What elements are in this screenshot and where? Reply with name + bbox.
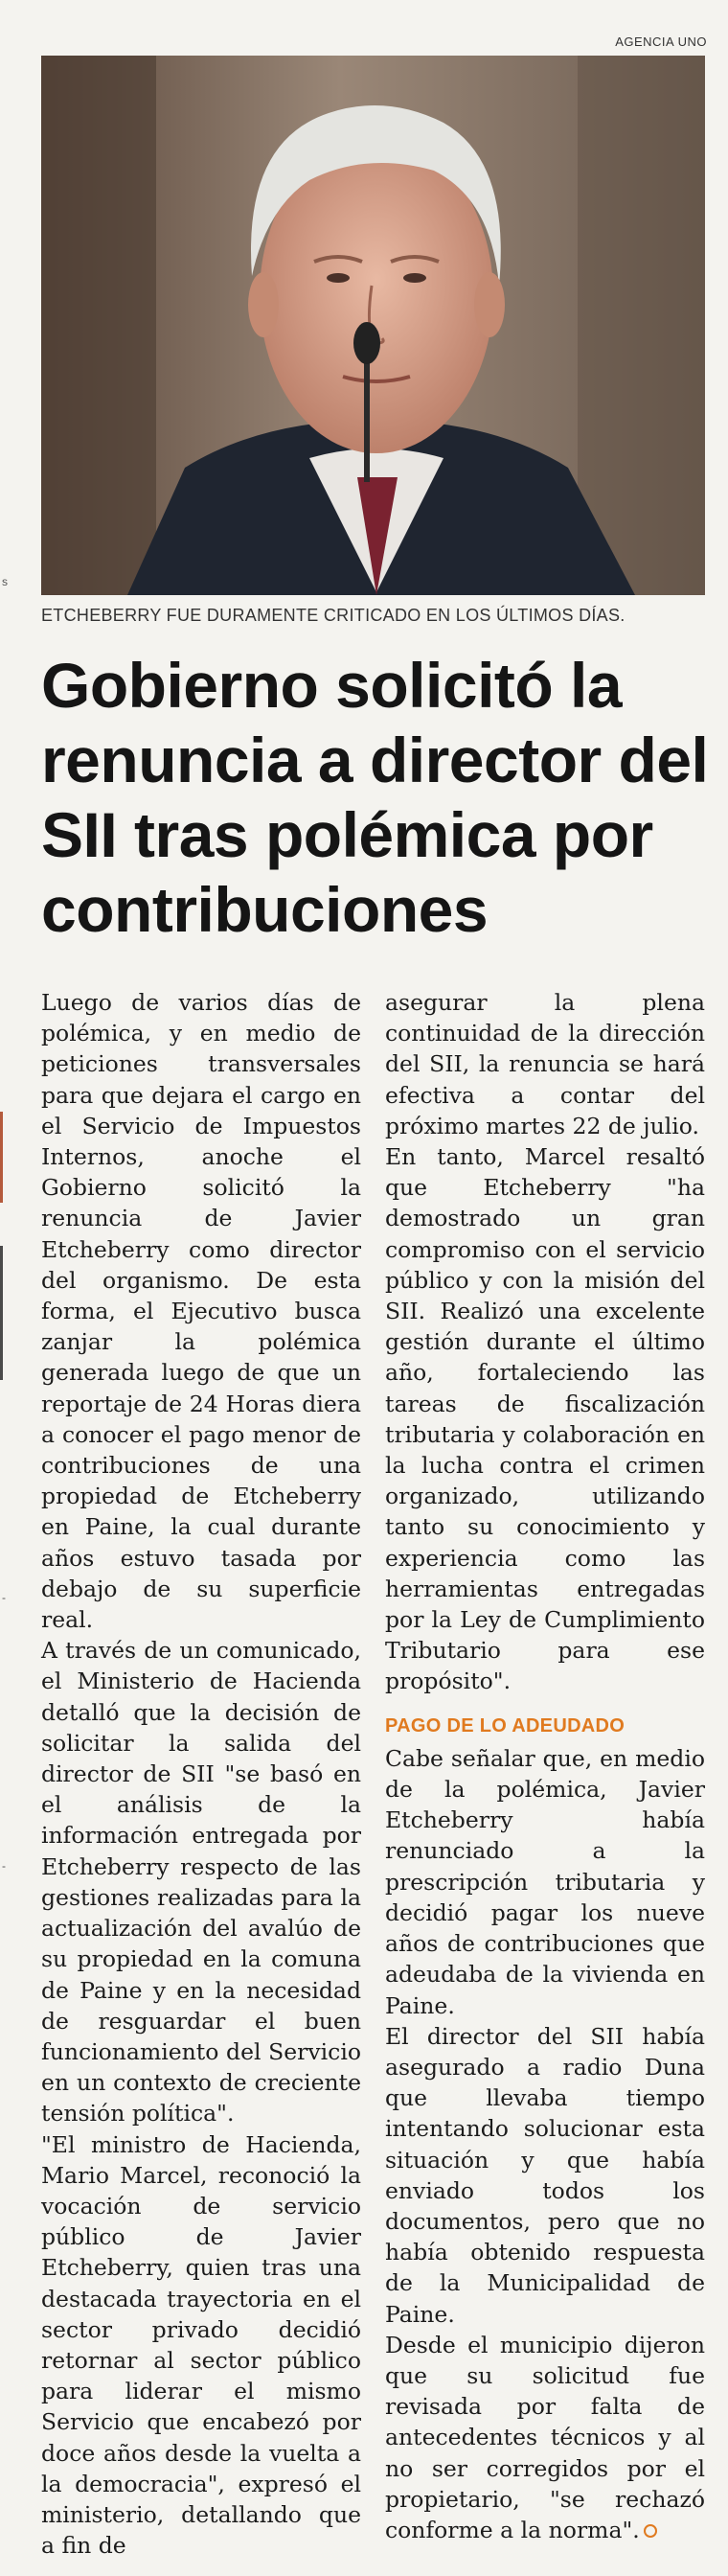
headline: Gobierno solicitó la renuncia a director del SII tras polémica por contribuciones xyxy=(41,650,709,945)
news-photo xyxy=(41,56,705,595)
photo-caption: ETCHEBERRY FUE DURAMENTE CRITICADO EN LOS ÚLTIMOS DÍAS. xyxy=(41,606,626,625)
strip-fragment: - xyxy=(2,1591,6,1604)
paragraph: A través de un comunicado, el Ministerio de Hacienda detalló que la decisión de solicitar la salida del director de SII "se basó en el análisis de la información entregada por Etcheberry respecto de las gestiones realizadas para la actualización del avalúo de su propiedad en la comuna de Paine y en la necesidad de resguardar el buen funcionamiento del Servicio en un contexto de creciente tensión política". xyxy=(41,1637,361,2128)
paragraph: Luego de varios días de polémica, y en medio de peticiones transversales para que dejara el cargo en el Servicio de Impuestos Internos, anoche el Gobierno solicitó la renuncia de Javier Etcheberry como director del organismo. De esta forma, el Ejecutivo busca zanjar la polémica generada luego de que un reportaje de 24 Horas diera a conocer el pago menor de contribuciones de una propiedad de Etcheberry en Paine, la cual durante años estuvo tasada por debajo de su superficie real. xyxy=(41,989,361,1634)
paragraph: asegurar la plena continuidad de la dirección del SII, la renuncia se hará efectiva a contar del próximo martes 22 de julio. xyxy=(385,989,705,1139)
paragraph: En tanto, Marcel resaltó que Etcheberry "ha demostrado un gran compromiso con el servicio público y con la misión del SII. Realizó una excelente gestión durante el último año, fortaleciendo las tareas de fiscalización tributaria y colaboración en la lucha contra el crimen organizado, utilizando tanto su conocimiento y experiencia como las herramientas entregadas por la Ley de Cumplimiento Tributario para ese propósito". xyxy=(385,1143,705,1695)
strip-fragment: - xyxy=(2,1859,6,1873)
paragraph-text: Desde el municipio dijeron que su solicitud fue revisada por falta de antecedentes técnicos y al no ser corregidos por el propietario, "se rechazó conforme a la norma". xyxy=(385,2331,705,2543)
paragraph-last xyxy=(385,2330,705,2545)
article-column-2 xyxy=(385,987,705,2545)
photo-credit: AGENCIA UNO xyxy=(615,34,707,49)
portrait-illustration xyxy=(41,56,705,595)
adjacent-page-strip xyxy=(0,0,19,2576)
end-of-article-icon xyxy=(644,2524,657,2538)
paragraph: "El ministro de Hacienda, Mario Marcel, reconoció la vocación de servicio público de Javier Etcheberry, quien tras una destacada trayectoria en el sector privado decidió retornar al sector público para liderar el mismo Servicio que encabezó por doce años desde la vuelta a la democracia", expresó el ministerio, detallando que a fin de xyxy=(41,2130,361,2560)
paragraph: Cabe señalar que, en medio de la polémica, Javier Etcheberry había renunciado a la prescripción tributaria y decidió pagar los nueve años de contribuciones que adeudaba de la vivienda en Paine. xyxy=(385,1744,705,2019)
strip-photo-edge xyxy=(0,1112,3,1203)
paragraph: El director del SII había asegurado a radio Duna que llevaba tiempo intentando solucionar esta situación y que había enviado todos los documentos, pero que no había obtenido respuesta de la Municipalidad de Paine. xyxy=(385,2022,705,2328)
strip-photo-edge xyxy=(0,1246,3,1380)
article-column-1 xyxy=(41,987,361,2561)
strip-fragment: s xyxy=(2,575,8,588)
section-subhead: PAGO DE LO ADEUDADO xyxy=(385,1714,626,1736)
